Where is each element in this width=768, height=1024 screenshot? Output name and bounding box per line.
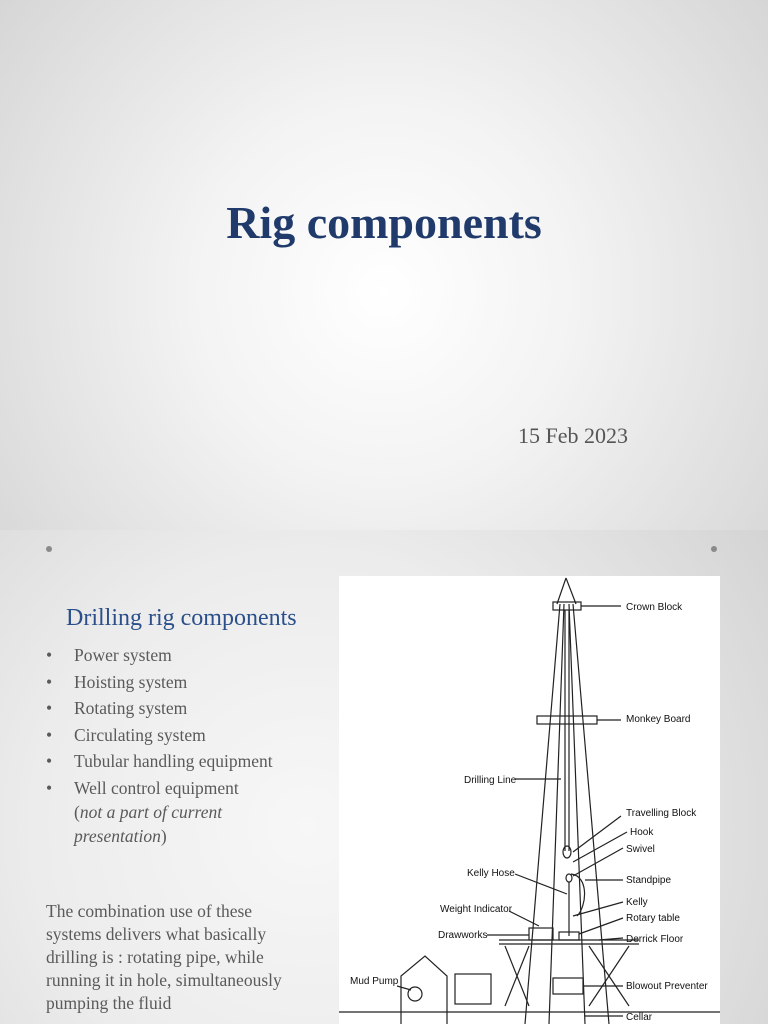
monkey-board-shape: [537, 716, 597, 724]
list-item: [46, 696, 286, 720]
leader-kelly-hose: [515, 874, 567, 894]
list-item: [46, 643, 286, 667]
label-kelly-hose: Kelly Hose: [467, 868, 515, 879]
note-open-paren: (: [74, 801, 80, 822]
label-rotary-table: Rotary table: [626, 913, 680, 924]
list-item-label: Well control equipment: [74, 777, 239, 798]
leader-hook: [573, 832, 627, 862]
slide-title: Rig components: [226, 197, 542, 248]
label-weight-indicator: Weight Indicator: [440, 904, 513, 915]
slide-date: 15 Feb 2023: [518, 423, 628, 448]
list-item: [46, 776, 286, 848]
swivel-shape: [566, 874, 572, 882]
label-travelling-block: Travelling Block: [626, 808, 697, 819]
mud-pump-house: [401, 956, 447, 1024]
label-cellar: Cellar: [626, 1012, 653, 1023]
label-mud-pump: Mud Pump: [350, 976, 399, 987]
label-hook: Hook: [630, 827, 654, 838]
label-drawworks: Drawworks: [438, 930, 488, 941]
derrick-leg-left: [525, 604, 560, 1024]
label-kelly: Kelly: [626, 897, 648, 908]
list-item: [46, 670, 286, 694]
leader-mud-pump: [397, 986, 411, 990]
label-drilling-line: Drilling Line: [464, 775, 517, 786]
component-list: [46, 643, 286, 850]
list-item: [46, 749, 286, 773]
bullet-marker: •: [46, 671, 53, 692]
list-item-label: Hoisting system: [74, 671, 188, 692]
bullet-marker: •: [46, 751, 53, 771]
derrick-leg-right: [573, 604, 609, 1024]
label-standpipe: Standpipe: [626, 875, 672, 886]
bullet-marker: •: [46, 777, 53, 798]
derrick-inner-left: [549, 604, 564, 1024]
bullet-marker: •: [46, 645, 53, 665]
spire-left: [557, 578, 566, 604]
list-item-label: Circulating system: [74, 724, 206, 745]
list-item: [46, 723, 286, 747]
blowout-preventer-shape: [553, 978, 583, 994]
note-close-paren: ): [160, 825, 167, 846]
note-italic: not a part of current presentation: [74, 801, 223, 846]
mud-pump-shape: [408, 987, 422, 1001]
mud-tank: [455, 974, 491, 1004]
leader-swivel: [573, 848, 623, 876]
spire-right: [566, 578, 576, 604]
label-crown-block: Crown Block: [626, 602, 683, 613]
corner-dot-right: [711, 546, 717, 552]
label-derrick-floor: Derrick Floor: [626, 934, 684, 945]
rig-diagram-svg: [339, 576, 720, 1024]
list-item-label: Tubular handling equipment: [74, 751, 273, 771]
body-paragraph: The combination use of these systems delivers what basically drilling is : rotating pipe, while running it in hole, simultaneously pumping the fluid: [46, 901, 282, 1013]
label-monkey-board: Monkey Board: [626, 714, 691, 725]
label-blowout-preventer: Blowout Preventer: [626, 981, 708, 992]
derrick-inner-right: [569, 604, 585, 1024]
corner-dot-left: [46, 546, 52, 552]
kelly-hose-shape: [571, 874, 585, 916]
content-heading: Drilling rig components: [66, 605, 297, 631]
list-item-label: Power system: [74, 645, 172, 665]
list-item-label: Rotating system: [74, 698, 188, 718]
rig-diagram: [339, 576, 720, 1024]
label-swivel: Swivel: [626, 844, 655, 855]
bullet-marker: •: [46, 698, 53, 718]
travelling-block-shape: [563, 846, 571, 858]
leader-travelling-block: [573, 816, 621, 852]
bullet-marker: •: [46, 724, 53, 745]
